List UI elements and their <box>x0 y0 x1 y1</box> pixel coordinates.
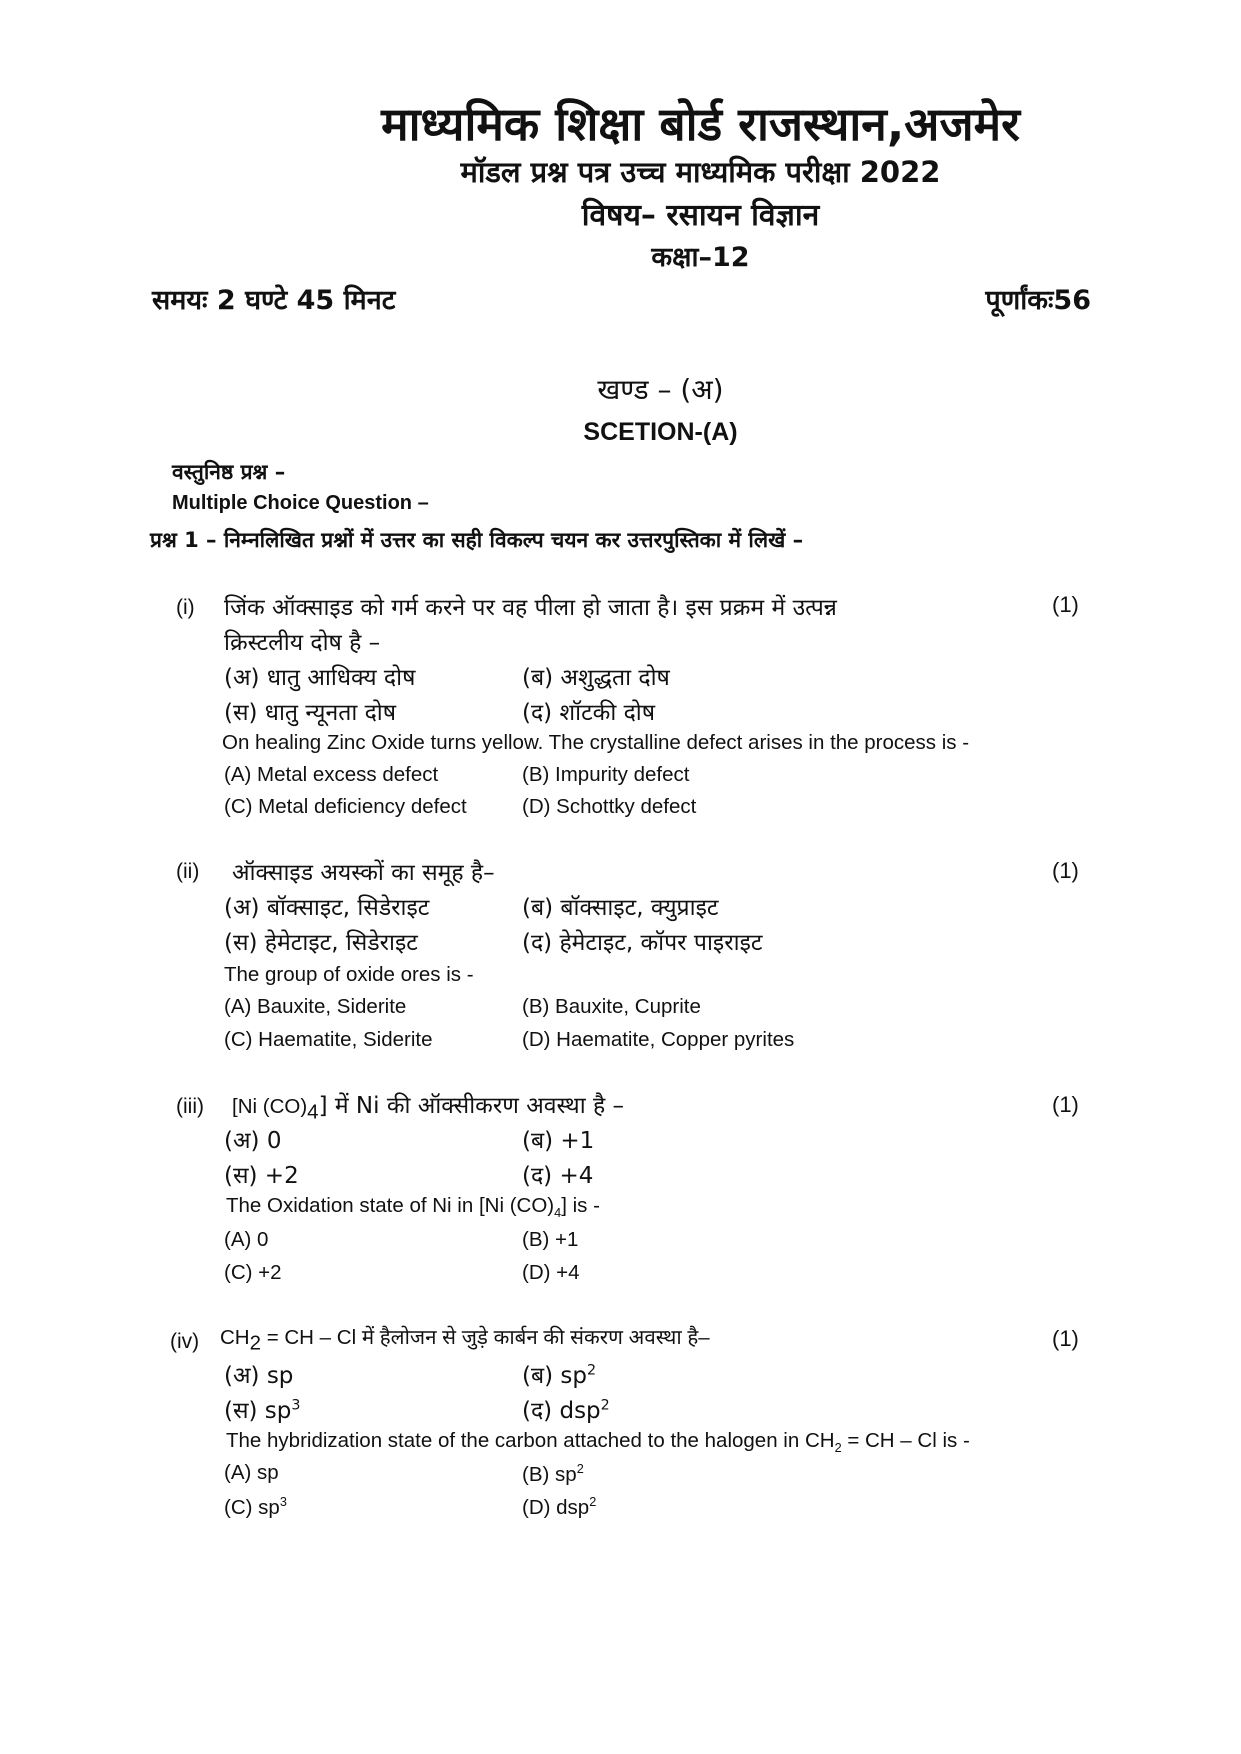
option-hindi-b: (ब) अशुद्धता दोष <box>522 665 670 691</box>
option-hindi-c: (स) +2 <box>224 1163 299 1189</box>
option-hindi-d: (द) हेमेटाइट, कॉपर पाइराइट <box>522 930 763 956</box>
option-hindi-b: (ब) +1 <box>522 1128 595 1154</box>
option-hindi-c: (स) हेमेटाइट, सिडेराइट <box>224 930 418 956</box>
question-number: (ii) <box>176 860 200 883</box>
question-marks: (1) <box>1052 1092 1079 1117</box>
question-text-english: The Oxidation state of Ni in [Ni $(CO)_4$] is - <box>226 1194 600 1221</box>
option-english-c: (C) Haematite, Siderite <box>224 1028 433 1051</box>
option-hindi-a: (अ) sp <box>224 1363 294 1389</box>
option-english-c: (C) Metal deficiency defect <box>224 795 467 818</box>
question-marks: (1) <box>1052 1326 1079 1351</box>
question-text-hindi: [Ni $(CO)_4$] में Ni की ऑक्सीकरण अवस्था है – <box>232 1093 625 1124</box>
option-hindi-d: (द) शॉटकी दोष <box>522 700 656 726</box>
option-english-a: (A) 0 <box>224 1228 269 1251</box>
option-english-b: (B) $sp^2$ <box>522 1461 584 1486</box>
option-english-d: (D) Schottky defect <box>522 795 697 818</box>
question-number: (iv) <box>170 1330 200 1353</box>
question-1-instruction: प्रश्न 1 – निम्नलिखित प्रश्नों में उत्तर का सही विकल्प चयन कर उत्तरपुस्तिका में लिखें – <box>150 528 804 552</box>
option-english-d: (D) +4 <box>522 1261 580 1284</box>
option-english-b: (B) Impurity defect <box>522 763 690 786</box>
question-text-english: On healing Zinc Oxide turns yellow. The crystalline defect arises in the process is - <box>222 731 970 754</box>
section-title-hindi: खण्ड – (अ) <box>597 373 724 406</box>
option-hindi-d: (द) +4 <box>522 1163 594 1189</box>
question-marks: (1) <box>1052 592 1079 617</box>
option-hindi-a: (अ) बॉक्साइट, सिडेराइट <box>224 895 430 921</box>
option-english-c: (C) $sp^3$ <box>224 1494 287 1519</box>
question-number: (i) <box>176 596 195 619</box>
option-english-d: (D) Haematite, Copper pyrites <box>522 1028 795 1051</box>
question-text-hindi: $CH_2$ = CH – Cl में हैलोजन से जुड़े कार्बन की संकरण अवस्था है– <box>220 1326 710 1355</box>
option-english-a: (A) Bauxite, Siderite <box>224 995 407 1018</box>
question-marks: (1) <box>1052 858 1079 883</box>
option-hindi-d: (द) dsp$^2$ <box>522 1397 610 1424</box>
option-hindi-c: (स) $sp^3$ <box>224 1397 301 1424</box>
section-title-english: SCETION-(A) <box>583 418 738 446</box>
option-hindi-b: (ब) बॉक्साइट, क्युप्राइट <box>522 895 719 921</box>
question-text-english: The hybridization state of the carbon attached to the halogen in $CH_2$ = CH – Cl is - <box>226 1429 970 1456</box>
option-english-b: (B) Bauxite, Cuprite <box>522 995 701 1018</box>
option-hindi-a: (अ) 0 <box>224 1128 282 1154</box>
question-text-hindi: जिंक ऑक्साइड को गर्म करने पर वह पीला हो जाता है। इस प्रक्रम में उत्पन्न <box>224 595 837 621</box>
option-hindi-a: (अ) धातु आधिक्य दोष <box>224 665 416 691</box>
option-hindi-b: (ब) $sp^2$ <box>522 1362 597 1389</box>
class-title: कक्षा–12 <box>651 242 750 273</box>
question-number: (iii) <box>176 1095 204 1118</box>
option-english-a: (A) Metal excess defect <box>224 763 439 786</box>
exam-time: समयः 2 घण्टे 45 मिनट <box>152 285 396 316</box>
option-hindi-c: (स) धातु न्यूनता दोष <box>224 700 397 726</box>
question-text-hindi-cont: क्रिस्टलीय दोष है – <box>224 630 381 656</box>
option-english-b: (B) +1 <box>522 1228 579 1251</box>
objective-heading-hindi: वस्तुनिष्ठ प्रश्न – <box>172 460 286 484</box>
option-english-a: (A) sp <box>224 1461 279 1484</box>
option-english-c: (C) +2 <box>224 1261 282 1284</box>
objective-heading-english: Multiple Choice Question – <box>172 492 429 514</box>
board-title: माध्यमिक शिक्षा बोर्ड राजस्थान,अजमेर <box>381 97 1020 151</box>
question-text-hindi: ऑक्साइड अयस्कों का समूह है– <box>232 860 495 886</box>
question-text-english: The group of oxide ores is - <box>224 963 474 986</box>
subject-title: विषय– रसायन विज्ञान <box>581 198 820 233</box>
paper-title: मॉडल प्रश्न पत्र उच्च माध्यमिक परीक्षा 2022 <box>460 155 941 189</box>
option-english-d: (D) dsp$^2$ <box>522 1494 597 1519</box>
max-marks: पूर्णांकः56 <box>985 285 1091 316</box>
